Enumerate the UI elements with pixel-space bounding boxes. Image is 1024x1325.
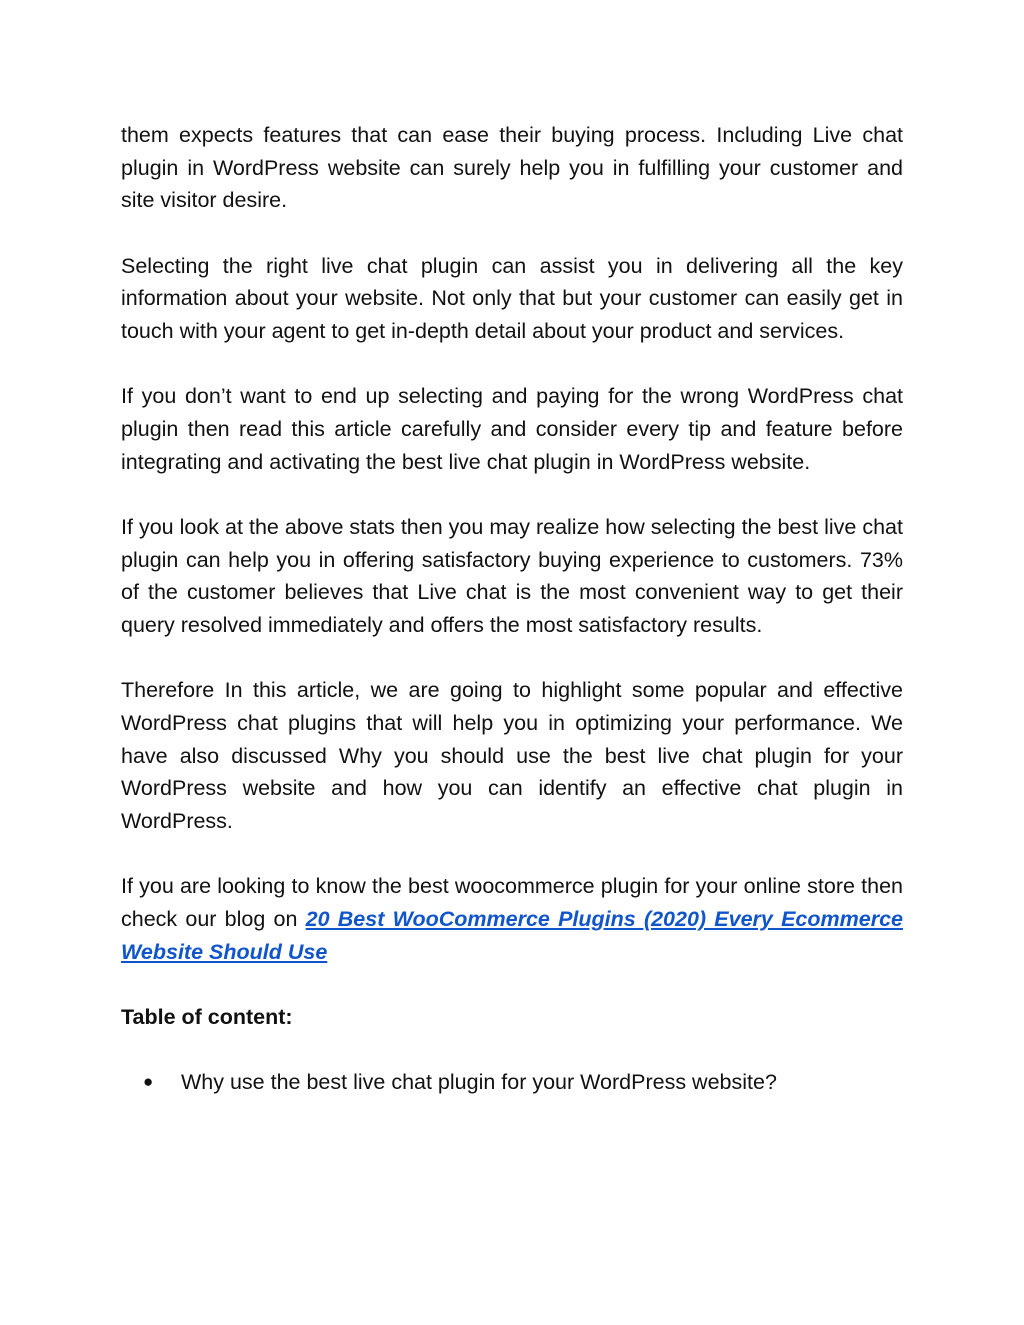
blog-reference-text: If you are looking to know the best woocommerce plugin for your online store then check our blog on	[121, 874, 903, 931]
toc-item	[143, 1066, 903, 1099]
toc-heading: Table of content:	[121, 1004, 293, 1029]
document-page	[121, 119, 903, 1099]
woocommerce-plugins-link[interactable]: 20 Best WooCommerce Plugins (2020) Every Ecommerce Website Should Use	[121, 906, 903, 964]
paragraph-article-overview: Therefore In this article, we are going to highlight some popular and effective WordPress chat plugins that will help you in optimizing your performance. We have also discussed Why you should use the best live chat plugin for your WordPress website and how you can identify an effective chat plugin in WordPress.	[121, 678, 903, 833]
toc-item-label: Why use the best live chat plugin for your WordPress website?	[181, 1069, 777, 1094]
paragraph-intro: them expects features that can ease their buying process. Including Live chat plugin in WordPress website can surely help you in fulfilling your customer and site visitor desire.	[121, 123, 903, 213]
toc-list	[121, 1066, 903, 1099]
paragraph-blog-reference	[121, 870, 903, 968]
paragraph-stats: If you look at the above stats then you may realize how selecting the best live chat plugin can help you in offering satisfactory buying experience to customers. 73% of the customer believes that Live chat is the most convenient way to get their query resolved immediately and offers the most satisfactory results.	[121, 514, 903, 637]
paragraph-selecting: Selecting the right live chat plugin can assist you in delivering all the key information about your website. Not only that but your customer can easily get in touch with your agent to get in-depth detail about your product and services.	[121, 253, 903, 344]
paragraph-wrong-plugin: If you don’t want to end up selecting and paying for the wrong WordPress chat plugin then read this article carefully and consider every tip and feature before integrating and activating the best live chat plugin in WordPress website.	[121, 384, 903, 474]
bullet-icon: ●	[143, 1071, 154, 1091]
